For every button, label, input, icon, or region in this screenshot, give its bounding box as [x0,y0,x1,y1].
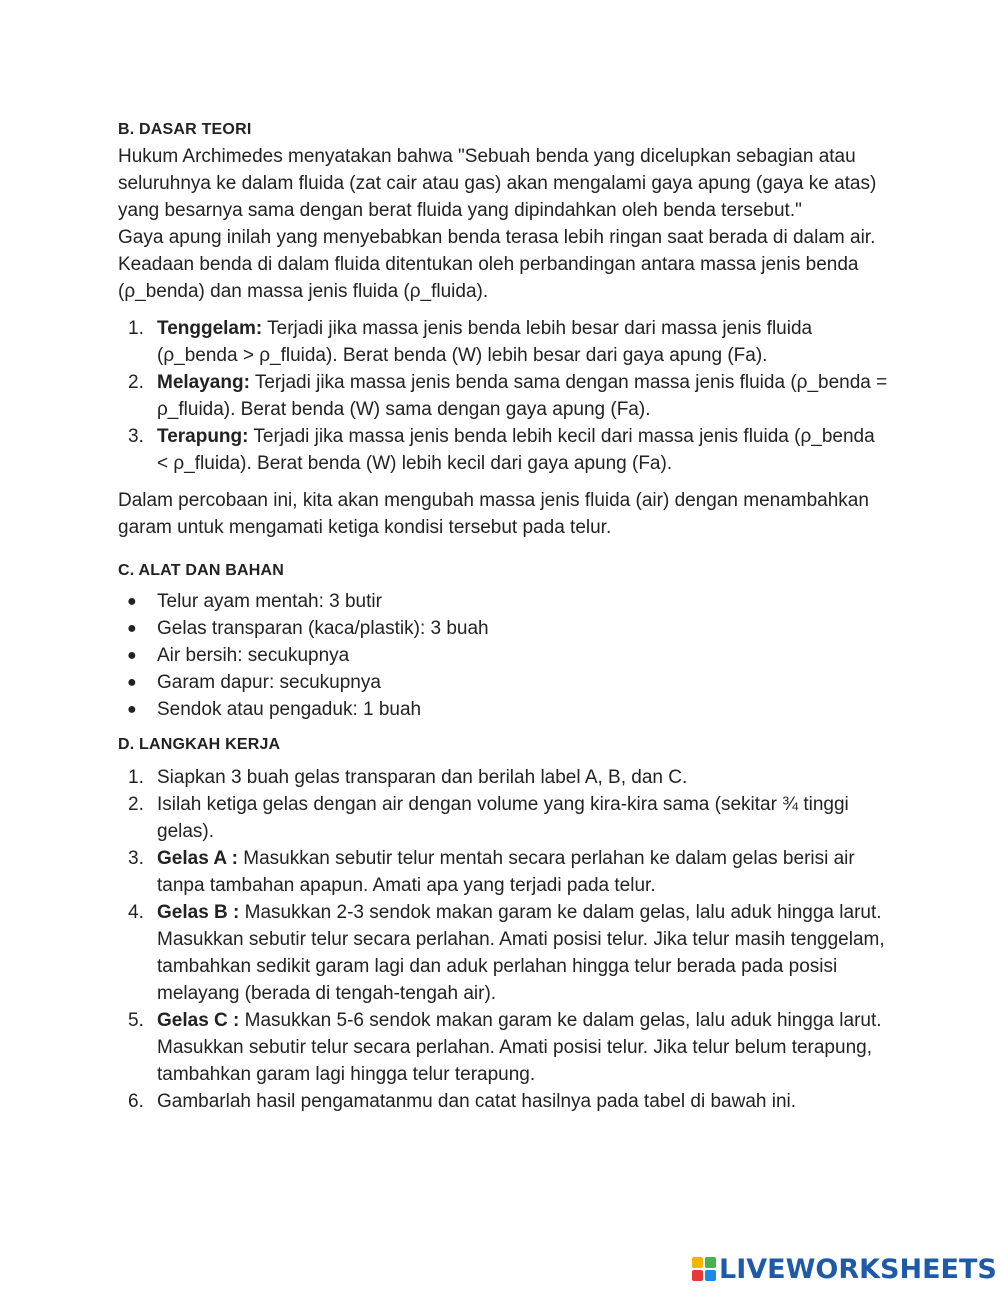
section-d-heading: D. LANGKAH KERJA [118,736,281,753]
section-b-paragraph-3: Dalam percobaan ini, kita akan mengubah massa jenis fluida (air) dengan menambahkan garam untuk mengamati ketiga kondisi tersebut pada telur. [118,490,869,538]
material-text: Telur ayam mentah: 3 butir [157,591,382,612]
step-text: Gambarlah hasil pengamatanmu dan catat hasilnya pada tabel di bawah ini. [157,1091,797,1112]
list-item [118,642,888,669]
condition-text: Terjadi jika massa jenis benda lebih besar dari massa jenis fluida (ρ_benda > ρ_fluida). Berat benda (W) lebih besar dari gaya apung (Fa). [157,318,813,366]
list-item [118,764,888,791]
list-item [118,615,888,642]
list-number: 4. [128,902,144,923]
step-text: Masukkan 5-6 sendok makan garam ke dalam gelas, lalu aduk hingga larut. Masukkan sebutir telur secara perlahan. Amati posisi telur. Jika telur belum terapung, tambahkan garam lagi hingga telur terapung. [157,1010,882,1085]
logo-mark-icon [692,1257,716,1281]
list-item [118,669,888,696]
step-term: Gelas C : [157,1010,240,1031]
list-item [118,899,888,1007]
bullet-icon: ● [127,647,137,664]
list-number: 1. [128,318,144,339]
bullet-icon: ● [127,593,137,610]
materials-list [118,588,888,723]
material-text: Garam dapur: secukupnya [157,672,381,693]
list-item [118,696,888,723]
list-number: 6. [128,1091,144,1112]
condition-term: Terapung: [157,426,249,447]
step-text: Isilah ketiga gelas dengan air dengan volume yang kira-kira sama (sekitar ¾ tinggi gelas). [157,794,849,842]
section-b-paragraph-1: Hukum Archimedes menyatakan bahwa "Sebuah benda yang dicelupkan sebagian atau seluruhnya ke dalam fluida (zat cair atau gas) akan mengalami gaya apung (gaya ke atas) yang besarnya sama dengan berat fluida yang dipindahkan oleh benda tersebut." [118,146,877,221]
list-number: 2. [128,794,144,815]
condition-text: Terjadi jika massa jenis benda lebih kecil dari massa jenis fluida (ρ_benda < ρ_fluida). Berat benda (W) lebih kecil dari gaya apung (Fa). [157,426,875,474]
steps-list [118,764,888,1115]
conditions-list [118,315,888,477]
list-item [118,1007,888,1088]
step-term: Gelas B : [157,902,240,923]
bullet-icon: ● [127,701,137,718]
material-text: Air bersih: secukupnya [157,645,350,666]
step-term: Gelas A : [157,848,238,869]
condition-term: Tenggelam: [157,318,263,339]
bullet-icon: ● [127,674,137,691]
logo-square-yellow [692,1257,703,1268]
step-text: Siapkan 3 buah gelas transparan dan berilah label A, B, dan C. [157,767,688,788]
section-b-paragraph-2: Gaya apung inilah yang menyebabkan benda terasa lebih ringan saat berada di dalam air. Keadaan benda di dalam fluida ditentukan oleh perbandingan antara massa jenis benda (ρ_benda) dan massa jenis fluida (ρ_fluida). [118,227,876,302]
list-item [118,1088,888,1115]
list-number: 1. [128,767,144,788]
list-number: 5. [128,1010,144,1031]
material-text: Gelas transparan (kaca/plastik): 3 buah [157,618,489,639]
list-number: 2. [128,372,144,393]
worksheet-page [118,116,888,1115]
condition-term: Melayang: [157,372,250,393]
logo-square-red [692,1270,703,1281]
section-c-heading: C. ALAT DAN BAHAN [118,562,285,579]
logo-square-blue [705,1270,716,1281]
list-item [118,423,888,477]
liveworksheets-logo[interactable] [692,1252,997,1286]
logo-square-green [705,1257,716,1268]
material-text: Sendok atau pengaduk: 1 buah [157,699,422,720]
list-item [118,369,888,423]
list-item [118,791,888,845]
condition-text: Terjadi jika massa jenis benda sama dengan massa jenis fluida (ρ_benda = ρ_fluida). Berat benda (W) sama dengan gaya apung (Fa). [157,372,888,420]
list-number: 3. [128,426,144,447]
list-number: 3. [128,848,144,869]
bullet-icon: ● [127,620,137,637]
list-item [118,315,888,369]
step-text: Masukkan 2-3 sendok makan garam ke dalam gelas, lalu aduk hingga larut. Masukkan sebutir telur secara perlahan. Amati posisi telur. Jika telur masih tenggelam, tambahkan sedikit garam lagi dan aduk perlahan hingga telur berada pada posisi melayang (berada di tengah-tengah air). [157,902,885,1004]
list-item [118,588,888,615]
section-b-heading: B. DASAR TEORI [118,121,252,138]
logo-text: LIVEWORKSHEETS [719,1253,997,1285]
step-text: Masukkan sebutir telur mentah secara perlahan ke dalam gelas berisi air tanpa tambahan apapun. Amati apa yang terjadi pada telur. [157,848,855,896]
list-item [118,845,888,899]
